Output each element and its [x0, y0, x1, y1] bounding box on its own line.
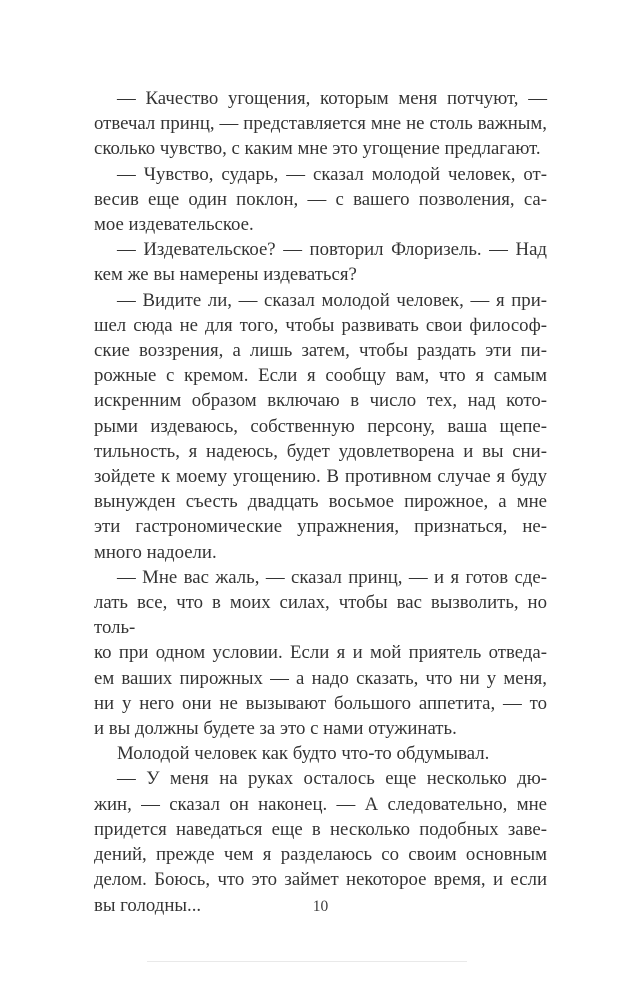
text-line: дений, прежде чем я разделаюсь со своим основным: [94, 844, 547, 866]
text-line: — Издевательское? — повторил Флоризель. — Над: [117, 239, 547, 261]
text-line: кем же вы намерены издеваться?: [94, 264, 357, 286]
text-line: — Видите ли, — сказал молодой человек, — я при-: [117, 289, 547, 311]
text-line: эти гастрономические упражнения, признаться, не-: [94, 516, 547, 538]
text-line: ко при одном условии. Если я и мой приятель отведа-: [94, 642, 547, 664]
text-line: — У меня на руках осталось еще несколько дю-: [117, 768, 547, 790]
text-line: весив еще один поклон, — с вашего позволения, са-: [94, 188, 547, 210]
text-line: много надоели.: [94, 541, 217, 563]
text-line: и вы должны будете за это с нами отужинать.: [94, 718, 457, 740]
page-number: 10: [312, 898, 329, 915]
page-text: [94, 86, 547, 918]
text-line: тильность, я надеюсь, будет удовлетворена и вы сни-: [94, 440, 547, 462]
text-line: делом. Боюсь, что это займет некоторое время, и если: [94, 869, 547, 891]
text-line: сколько чувство, с каким мне это угощение предлагают.: [94, 138, 541, 160]
text-line: — Мне вас жаль, — сказал принц, — и я готов сде-: [117, 566, 547, 588]
text-line: лать все, что в моих силах, чтобы вас вызволить, но толь-: [94, 592, 547, 639]
text-line: вы голодны...: [94, 894, 202, 916]
text-line: ские воззрения, а лишь затем, чтобы раздать эти пи-: [94, 340, 547, 362]
text-line: — Качество угощения, которым меня потчуют, —: [117, 88, 547, 109]
text-line: мое издевательское.: [94, 214, 254, 236]
text-line: — Чувство, сударь, — сказал молодой человек, от-: [117, 163, 547, 185]
text-line: зойдете к моему угощению. В противном случае я буду: [94, 466, 547, 488]
text-line: отвечал принц, — представляется мне не столь важным,: [94, 113, 547, 135]
footer-rule: [147, 961, 467, 962]
text-line: ем ваших пирожных — а надо сказать, что ни у меня,: [94, 667, 547, 689]
text-line: придется наведаться еще в несколько подобных заве-: [94, 818, 547, 840]
text-line: рыми издеваюсь, собственную персону, ваша щепе-: [94, 415, 547, 437]
text-line: ни у него они не вызывают большого аппетита, — то: [94, 692, 547, 714]
text-line: Молодой человек как будто что-то обдумывал.: [117, 743, 490, 765]
text-line: жин, — сказал он наконец. — А следовательно, мне: [94, 793, 547, 815]
text-line: шел сюда не для того, чтобы развивать свои философ-: [94, 314, 547, 336]
text-line: вынужден съесть двадцать восьмое пирожное, а мне: [94, 491, 547, 513]
text-line: искренним образом включаю в число тех, над кото-: [94, 390, 547, 412]
text-line: рожные с кремом. Если я сообщу вам, что я самым: [94, 365, 547, 387]
